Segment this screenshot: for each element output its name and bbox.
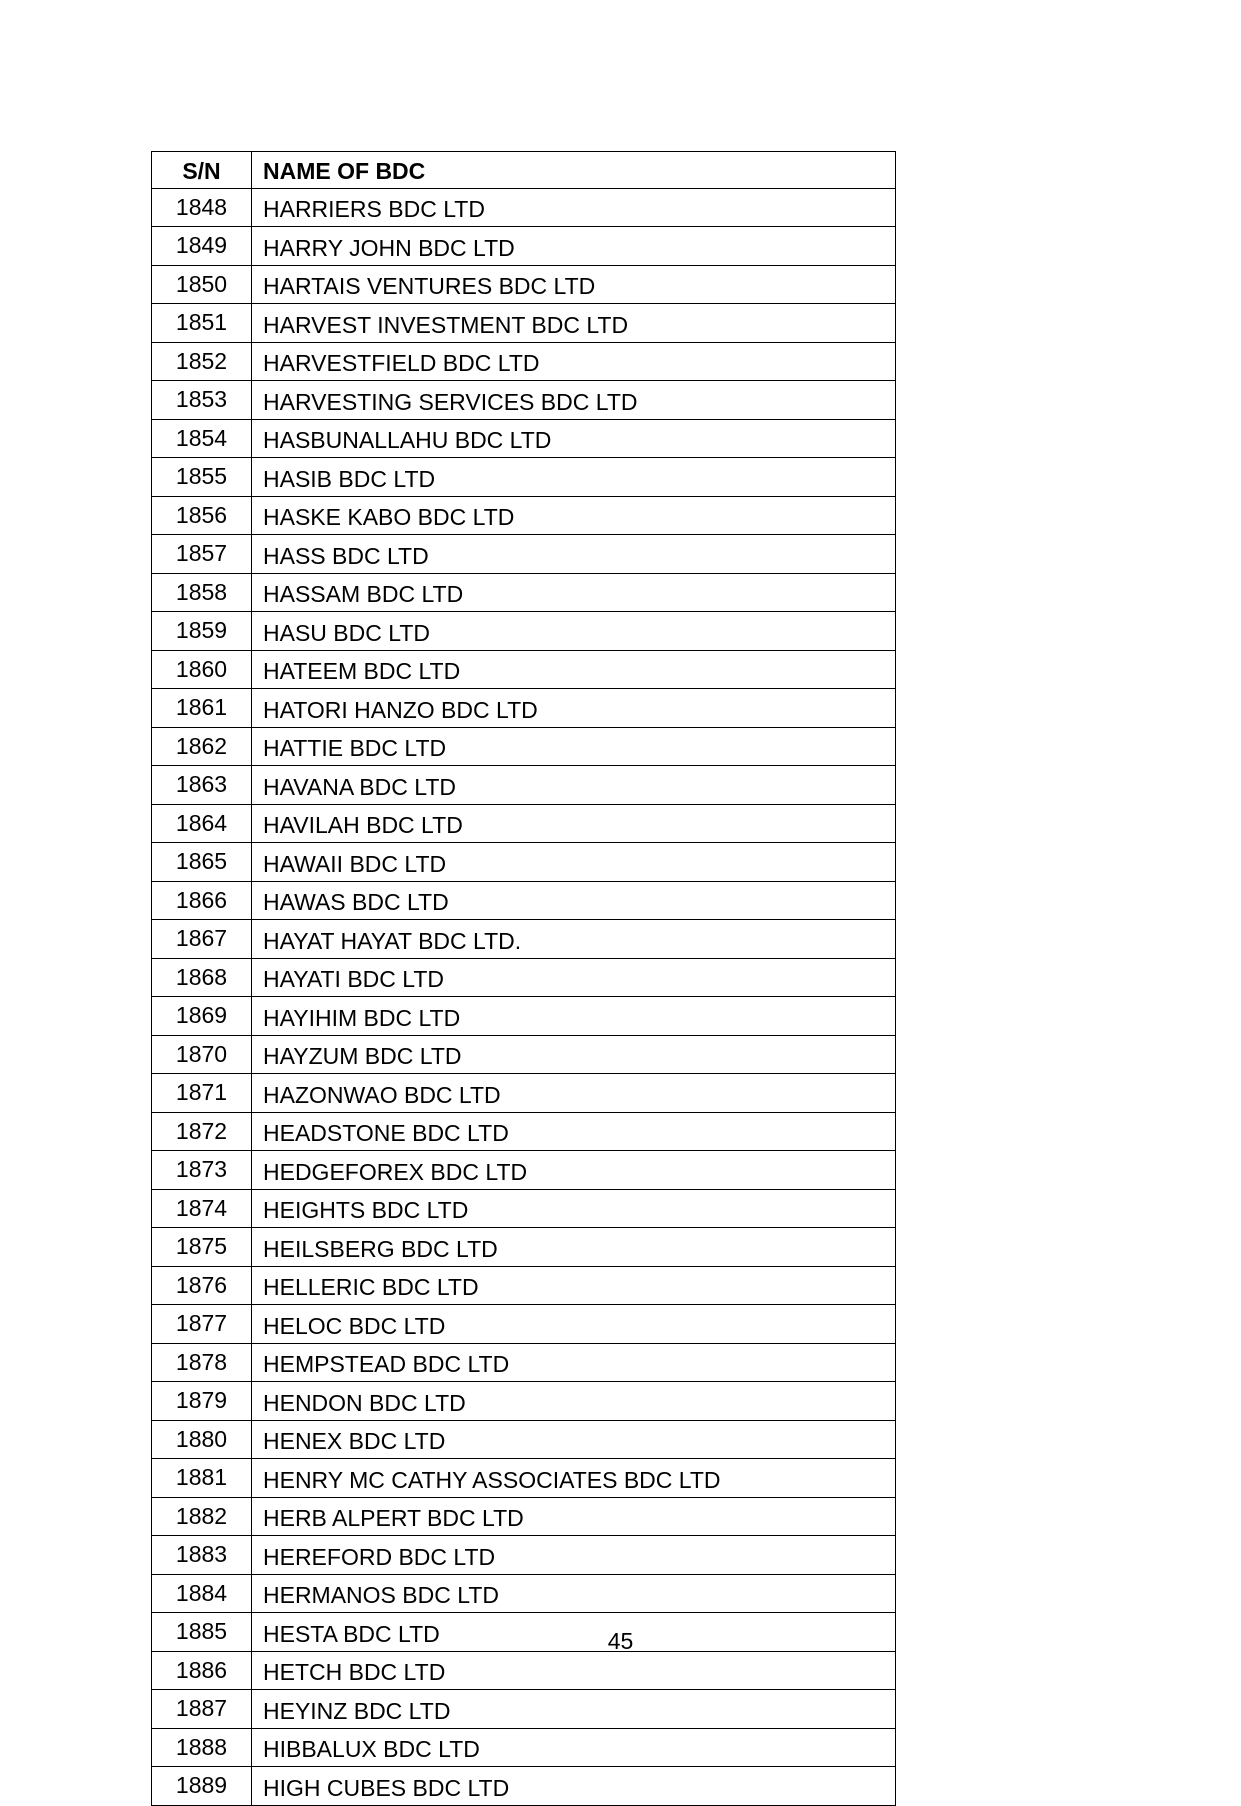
serial-number-cell: 1855 <box>152 458 252 497</box>
serial-number-cell: 1877 <box>152 1305 252 1344</box>
bdc-name-cell: HELLERIC BDC LTD <box>252 1266 896 1305</box>
bdc-name-cell: HASSAM BDC LTD <box>252 573 896 612</box>
bdc-name-cell: HELOC BDC LTD <box>252 1305 896 1344</box>
serial-number-cell: 1858 <box>152 573 252 612</box>
table-row <box>152 843 896 882</box>
table-row <box>152 1343 896 1382</box>
serial-number-cell: 1886 <box>152 1651 252 1690</box>
bdc-name-cell: HEYINZ BDC LTD <box>252 1690 896 1729</box>
table-row <box>152 997 896 1036</box>
bdc-name-cell: HAYAT HAYAT BDC LTD. <box>252 920 896 959</box>
table-row <box>152 304 896 343</box>
bdc-name-cell: HARVESTING SERVICES BDC LTD <box>252 381 896 420</box>
table-row <box>152 1305 896 1344</box>
bdc-name-cell: HERB ALPERT BDC LTD <box>252 1497 896 1536</box>
bdc-name-cell: HAYZUM BDC LTD <box>252 1035 896 1074</box>
bdc-name-cell: HARRY JOHN BDC LTD <box>252 227 896 266</box>
table-row <box>152 342 896 381</box>
bdc-name-cell: HAWAII BDC LTD <box>252 843 896 882</box>
table-row <box>152 227 896 266</box>
bdc-name-cell: HASIB BDC LTD <box>252 458 896 497</box>
table-row <box>152 804 896 843</box>
table-row <box>152 1228 896 1267</box>
serial-number-cell: 1850 <box>152 265 252 304</box>
table-row <box>152 1459 896 1498</box>
bdc-name-cell: HAVILAH BDC LTD <box>252 804 896 843</box>
table-row <box>152 573 896 612</box>
table-header <box>152 152 896 189</box>
serial-number-cell: 1882 <box>152 1497 252 1536</box>
bdc-name-cell: HATEEM BDC LTD <box>252 650 896 689</box>
serial-number-cell: 1885 <box>152 1613 252 1652</box>
bdc-name-cell: HARVEST INVESTMENT BDC LTD <box>252 304 896 343</box>
serial-number-cell: 1852 <box>152 342 252 381</box>
table-row <box>152 1728 896 1767</box>
table-row <box>152 188 896 227</box>
serial-number-cell: 1874 <box>152 1189 252 1228</box>
table-row <box>152 1074 896 1113</box>
table-row <box>152 612 896 651</box>
table-row <box>152 1266 896 1305</box>
table-row <box>152 1420 896 1459</box>
serial-number-cell: 1856 <box>152 496 252 535</box>
serial-number-cell: 1873 <box>152 1151 252 1190</box>
bdc-name-cell: HETCH BDC LTD <box>252 1651 896 1690</box>
bdc-name-cell: HAWAS BDC LTD <box>252 881 896 920</box>
bdc-name-cell: HEILSBERG BDC LTD <box>252 1228 896 1267</box>
bdc-name-cell: HIBBALUX BDC LTD <box>252 1728 896 1767</box>
table-row <box>152 881 896 920</box>
bdc-name-cell: HATORI HANZO BDC LTD <box>252 689 896 728</box>
serial-number-cell: 1872 <box>152 1112 252 1151</box>
serial-number-cell: 1865 <box>152 843 252 882</box>
serial-number-cell: 1867 <box>152 920 252 959</box>
bdc-name-cell: HIGH CUBES BDC LTD <box>252 1767 896 1806</box>
bdc-name-cell: HESTA BDC LTD <box>252 1613 896 1652</box>
table-row <box>152 727 896 766</box>
bdc-name-cell: HARVESTFIELD BDC LTD <box>252 342 896 381</box>
serial-number-cell: 1869 <box>152 997 252 1036</box>
serial-number-cell: 1875 <box>152 1228 252 1267</box>
bdc-name-cell: HARRIERS BDC LTD <box>252 188 896 227</box>
bdc-name-cell: HASS BDC LTD <box>252 535 896 574</box>
serial-number-cell: 1879 <box>152 1382 252 1421</box>
serial-number-cell: 1860 <box>152 650 252 689</box>
bdc-name-cell: HEIGHTS BDC LTD <box>252 1189 896 1228</box>
serial-number-cell: 1863 <box>152 766 252 805</box>
bdc-name-cell: HENEX BDC LTD <box>252 1420 896 1459</box>
table-row <box>152 1151 896 1190</box>
table-row <box>152 958 896 997</box>
bdc-name-cell: HARTAIS VENTURES BDC LTD <box>252 265 896 304</box>
bdc-name-cell: HENRY MC CATHY ASSOCIATES BDC LTD <box>252 1459 896 1498</box>
serial-number-cell: 1866 <box>152 881 252 920</box>
table-body <box>152 188 896 1805</box>
serial-number-cell: 1870 <box>152 1035 252 1074</box>
serial-number-cell: 1853 <box>152 381 252 420</box>
bdc-name-cell: HENDON BDC LTD <box>252 1382 896 1421</box>
table-row <box>152 920 896 959</box>
serial-number-cell: 1864 <box>152 804 252 843</box>
table-row <box>152 689 896 728</box>
bdc-name-cell: HASKE KABO BDC LTD <box>252 496 896 535</box>
serial-number-cell: 1851 <box>152 304 252 343</box>
table-row <box>152 1112 896 1151</box>
bdc-name-cell: HAYATI BDC LTD <box>252 958 896 997</box>
table-row <box>152 1767 896 1806</box>
serial-number-cell: 1888 <box>152 1728 252 1767</box>
serial-number-cell: 1884 <box>152 1574 252 1613</box>
serial-number-cell: 1876 <box>152 1266 252 1305</box>
table-row <box>152 766 896 805</box>
serial-number-cell: 1861 <box>152 689 252 728</box>
sn-column-header: S/N <box>152 152 252 189</box>
bdc-name-cell: HAVANA BDC LTD <box>252 766 896 805</box>
serial-number-cell: 1859 <box>152 612 252 651</box>
bdc-name-cell: HATTIE BDC LTD <box>252 727 896 766</box>
serial-number-cell: 1868 <box>152 958 252 997</box>
table-row <box>152 1189 896 1228</box>
bdc-name-cell: HEMPSTEAD BDC LTD <box>252 1343 896 1382</box>
serial-number-cell: 1857 <box>152 535 252 574</box>
bdc-name-cell: HASU BDC LTD <box>252 612 896 651</box>
serial-number-cell: 1881 <box>152 1459 252 1498</box>
header-row <box>152 152 896 189</box>
table-row <box>152 650 896 689</box>
bdc-name-cell: HERMANOS BDC LTD <box>252 1574 896 1613</box>
serial-number-cell: 1849 <box>152 227 252 266</box>
table-row <box>152 1382 896 1421</box>
bdc-table <box>151 151 896 1806</box>
table-row <box>152 458 896 497</box>
table-row <box>152 381 896 420</box>
bdc-name-cell: HASBUNALLAHU BDC LTD <box>252 419 896 458</box>
bdc-name-cell: HEDGEFOREX BDC LTD <box>252 1151 896 1190</box>
serial-number-cell: 1862 <box>152 727 252 766</box>
serial-number-cell: 1887 <box>152 1690 252 1729</box>
serial-number-cell: 1848 <box>152 188 252 227</box>
bdc-name-cell: HEREFORD BDC LTD <box>252 1536 896 1575</box>
serial-number-cell: 1854 <box>152 419 252 458</box>
table-row <box>152 419 896 458</box>
table-row <box>152 1536 896 1575</box>
serial-number-cell: 1889 <box>152 1767 252 1806</box>
serial-number-cell: 1880 <box>152 1420 252 1459</box>
bdc-name-cell: HAZONWAO BDC LTD <box>252 1074 896 1113</box>
table-row <box>152 1690 896 1729</box>
table-row <box>152 1574 896 1613</box>
table-row <box>152 1651 896 1690</box>
serial-number-cell: 1871 <box>152 1074 252 1113</box>
table-row <box>152 1497 896 1536</box>
name-column-header: NAME OF BDC <box>252 152 896 189</box>
serial-number-cell: 1878 <box>152 1343 252 1382</box>
table-row <box>152 496 896 535</box>
table-row <box>152 265 896 304</box>
bdc-name-cell: HAYIHIM BDC LTD <box>252 997 896 1036</box>
page-number: 45 <box>607 1628 634 1654</box>
table-row <box>152 1035 896 1074</box>
table-row <box>152 535 896 574</box>
serial-number-cell: 1883 <box>152 1536 252 1575</box>
bdc-name-cell: HEADSTONE BDC LTD <box>252 1112 896 1151</box>
